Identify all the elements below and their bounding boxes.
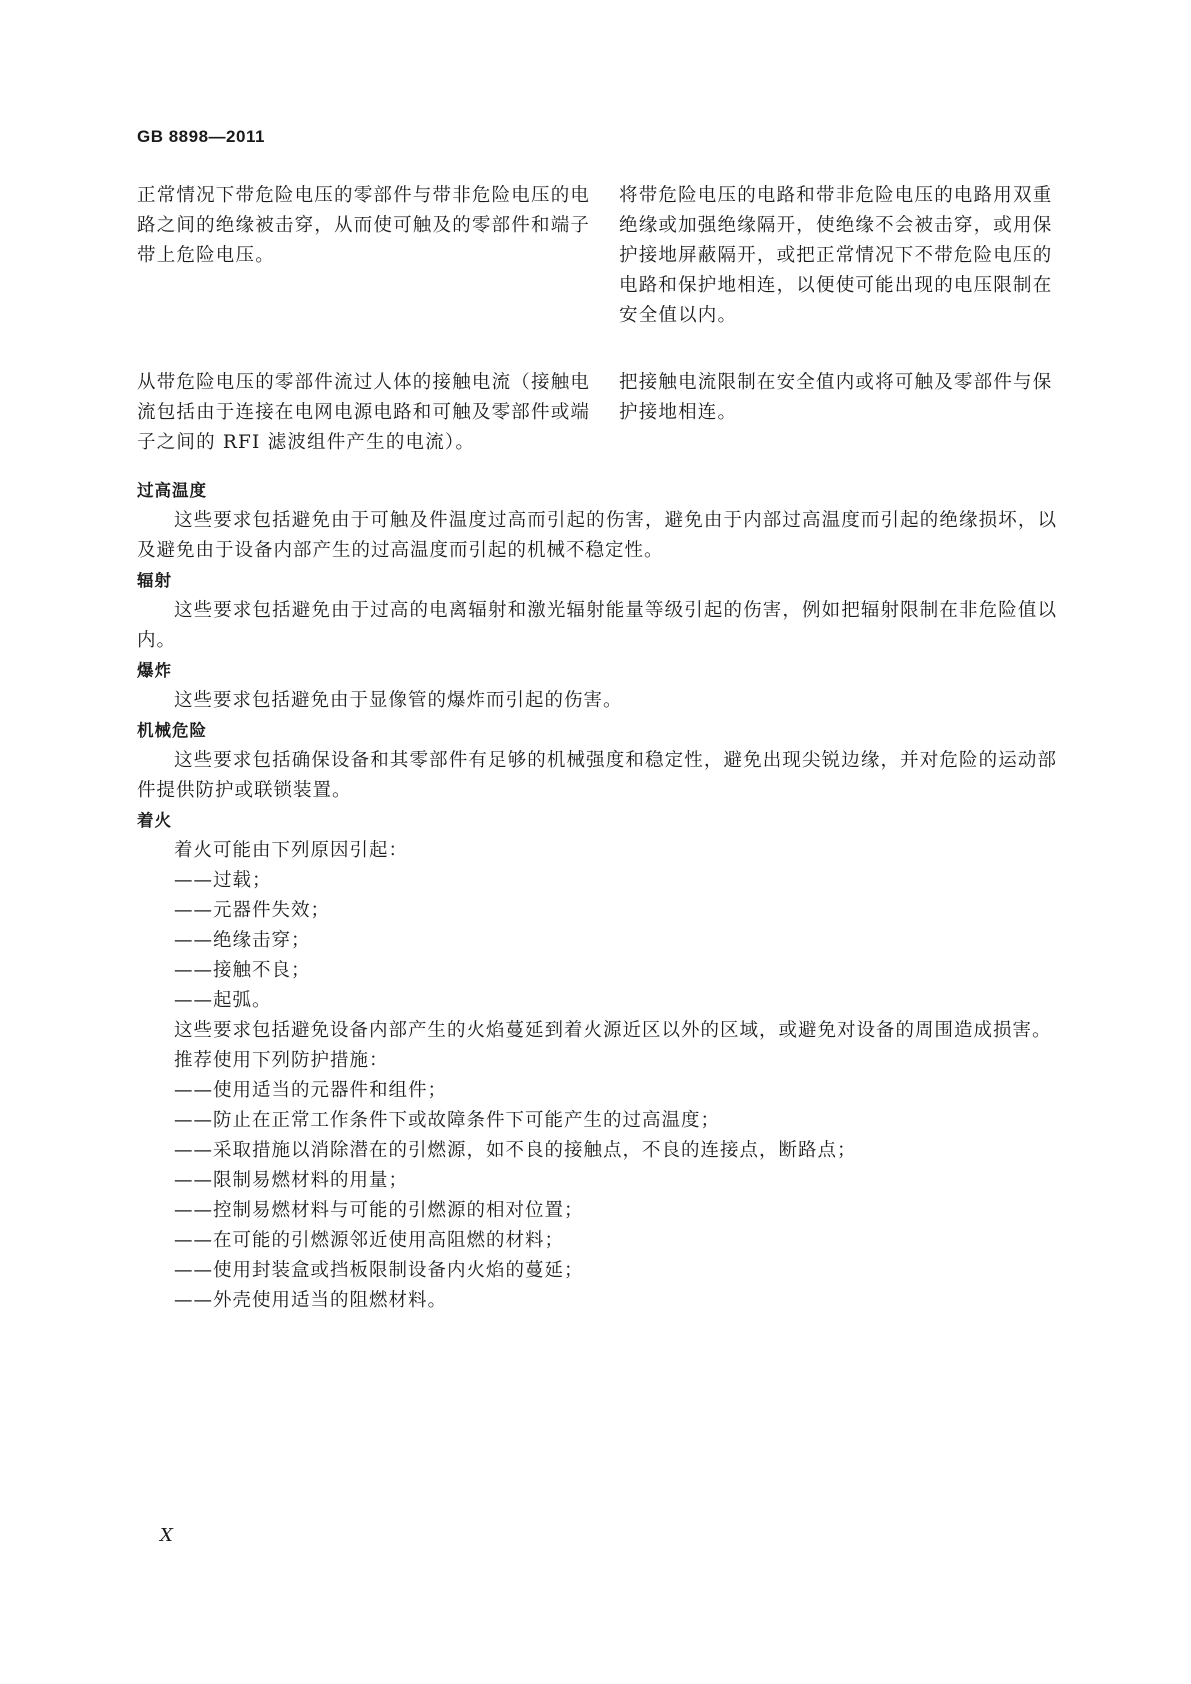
list-item: ——在可能的引燃源邻近使用高阻燃的材料； [174, 1230, 565, 1251]
list-item: ——绝缘击穿； [174, 930, 311, 951]
hazard-cell: 从带危险电压的零部件流过人体的接触电流（接触电流包括由于连接在电网电源电路和可触及零部件或端子之间的 RFI 滤波组件产生的电流）。 [137, 372, 591, 453]
list-item: ——防止在正常工作条件下或故障条件下可能产生的过高温度； [174, 1110, 721, 1131]
list-item: ——使用封装盒或挡板限制设备内火焰的蔓延； [174, 1260, 584, 1281]
hazard-cell: 正常情况下带危险电压的零部件与带非危险电压的电路之间的绝缘被击穿，从而使可触及的零部件和端子带上危险电压。 [137, 185, 591, 266]
section-text-implosion: 这些要求包括避免由于显像管的爆炸而引起的伤害。 [174, 690, 623, 711]
list-item: ——起弧。 [174, 990, 272, 1011]
section-text-fire: 这些要求包括避免设备内部产生的火焰蔓延到着火源近区以外的区域，或避免对设备的周围造成损害。 [174, 1020, 1052, 1041]
list-item: ——接触不良； [174, 960, 311, 981]
list-item: ——过载； [174, 870, 272, 891]
section-heading-overheat: 过高温度 [137, 481, 207, 500]
measure-cell: 将带危险电压的电路和带非危险电压的电路用双重绝缘或加强绝缘隔开，使绝缘不会被击穿，或用保护接地屏蔽隔开，或把正常情况下不带危险电压的电路和保护地相连，以便使可能出现的电压限制在安全值以内。 [619, 185, 1053, 326]
list-item: ——限制易燃材料的用量； [174, 1170, 409, 1191]
fire-causes-intro: 着火可能由下列原因引起： [174, 840, 409, 861]
list-item: ——采取措施以消除潜在的引燃源，如不良的接触点，不良的连接点，断路点； [174, 1140, 857, 1161]
section-text-overheat: 这些要求包括避免由于可触及件温度过高而引起的伤害，避免由于内部过高温度而引起的绝缘损坏，以及避免由于设备内部产生的过高温度而引起的机械不稳定性。 [137, 510, 1057, 561]
section-text-mechanical: 这些要求包括确保设备和其零部件有足够的机械强度和稳定性，避免出现尖锐边缘，并对危险的运动部件提供防护或联锁装置。 [137, 750, 1057, 801]
page-number: X [160, 1525, 173, 1546]
document-body [137, 476, 1057, 1316]
section-heading-radiation: 辐射 [137, 571, 172, 590]
list-item: ——使用适当的元器件和组件； [174, 1080, 448, 1101]
list-item: ——控制易燃材料与可能的引燃源的相对位置； [174, 1200, 584, 1221]
section-heading-mechanical: 机械危险 [137, 721, 207, 740]
section-heading-fire: 着火 [137, 811, 172, 830]
list-item: ——元器件失效； [174, 900, 331, 921]
measure-cell: 把接触电流限制在安全值内或将可触及零部件与保护接地相连。 [619, 372, 1053, 423]
section-text-radiation: 这些要求包括避免由于过高的电离辐射和激光辐射能量等级引起的伤害，例如把辐射限制在非危险值以内。 [137, 600, 1057, 651]
standard-code: GB 8898—2011 [137, 127, 265, 146]
list-item: ——外壳使用适当的阻燃材料。 [174, 1290, 448, 1311]
fire-measures-intro: 推荐使用下列防护措施： [174, 1050, 389, 1071]
section-heading-implosion: 爆炸 [137, 661, 172, 680]
